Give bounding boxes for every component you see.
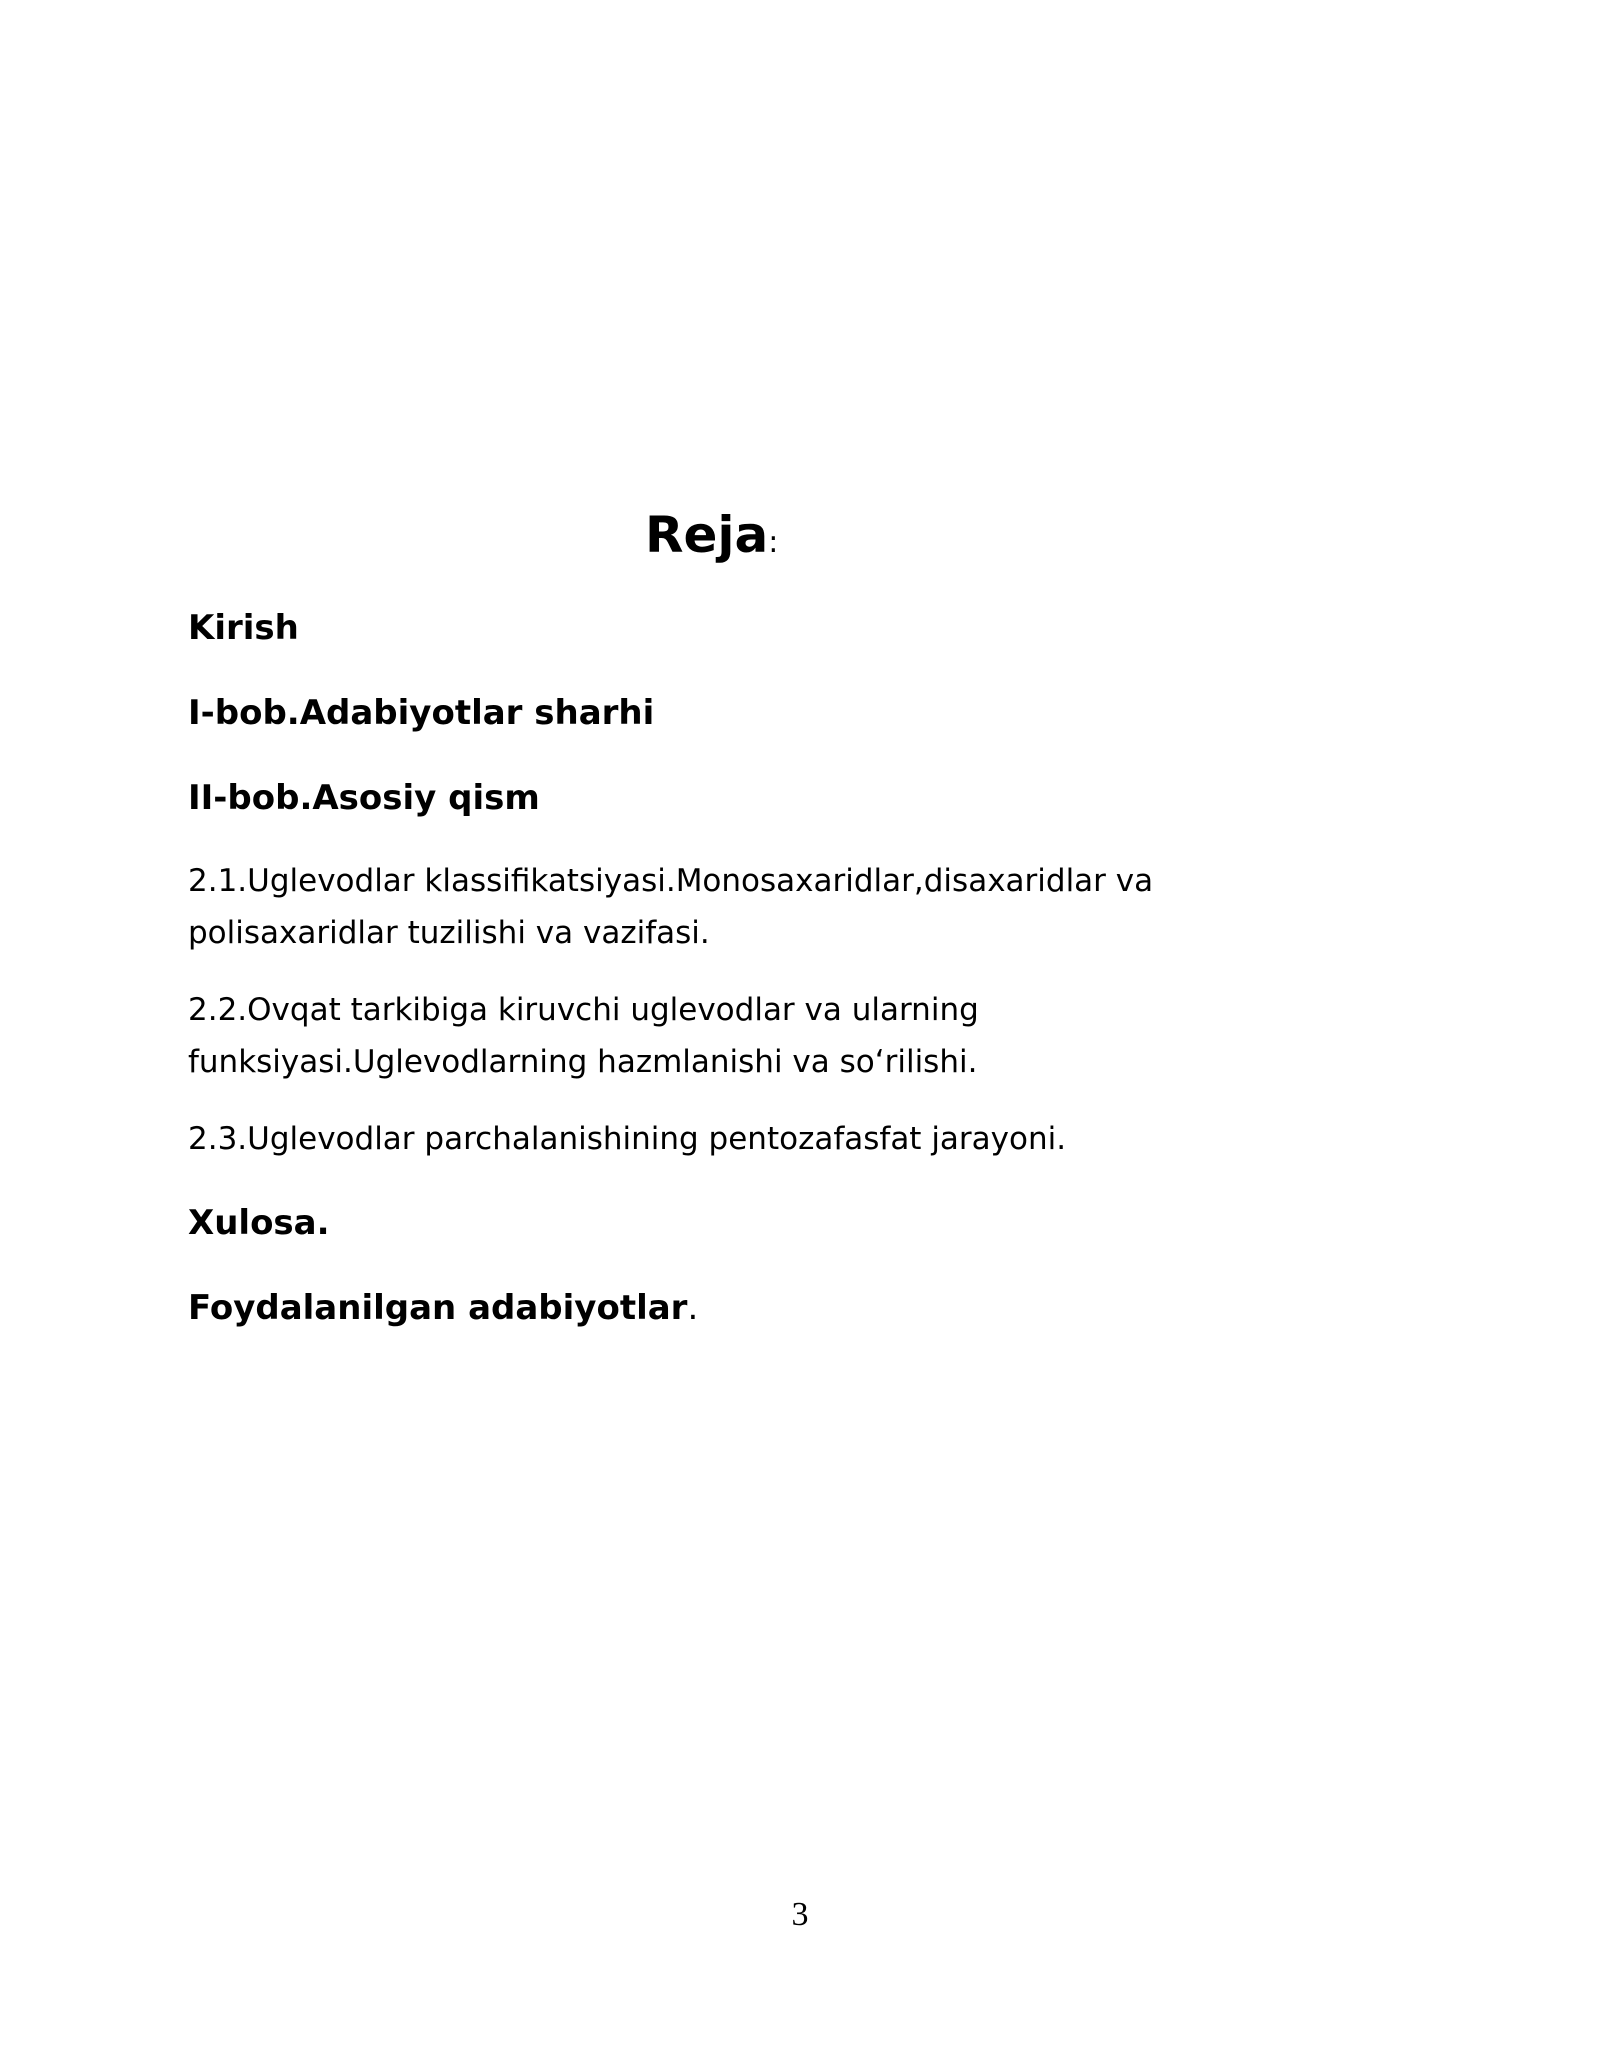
title-colon: : [768, 525, 779, 560]
toc-item-2-3: 2.3.Uglevodlar parchalanishining pentozafasfat jarayoni. [188, 1121, 1067, 1157]
heading-chapter-2: II-bob.Asosiy qism [188, 778, 540, 818]
heading-introduction: Kirish [188, 608, 299, 648]
heading-conclusion: Xulosa. [188, 1203, 330, 1243]
heading-chapter-1: I-bob.Adabiyotlar sharhi [188, 693, 655, 733]
references-period: . [687, 1288, 699, 1328]
toc-item-2-2: 2.2.Ovqat tarkibiga kiruvchi uglevodlar va ularning funksiyasi.Uglevodlarning hazmlanishi va so‘rilishi. [188, 992, 979, 1080]
heading-references [188, 1285, 1388, 1331]
references-text: Foydalanilgan adabiyotlar [188, 1288, 688, 1328]
title-text: Reja [645, 506, 769, 564]
table-of-contents [188, 605, 1388, 1331]
toc-item-2-1: 2.1.Uglevodlar klassifikatsiyasi.Monosaxaridlar,disaxaridlar va polisaxaridlar tuzilishi va vazifasi. [188, 863, 1154, 951]
page-number: 3 [791, 1896, 809, 1933]
page-title [645, 505, 778, 573]
